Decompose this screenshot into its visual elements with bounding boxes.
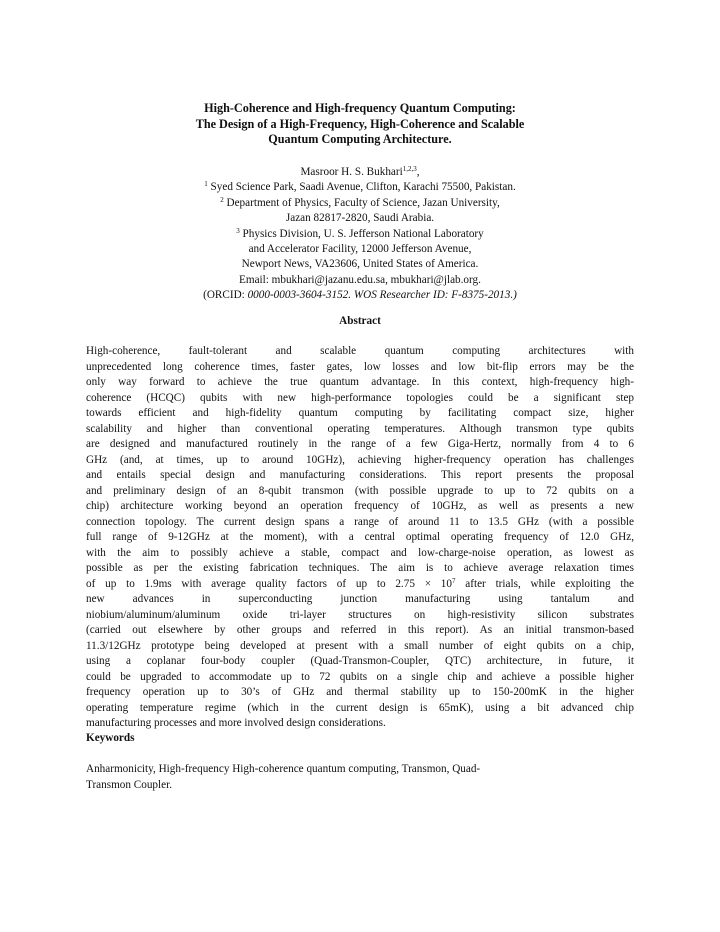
abstract-line: only way forward to achieve the true quantum advantage. In this context, high-frequency high- (86, 376, 634, 388)
affiliation-3-cont: Newport News, VA23606, United States of America. (241, 258, 479, 271)
author-block (90, 165, 630, 304)
abstract-line: could be upgraded to accommodate up to 72 qubits on a single chip and achieve a possible higher (86, 670, 634, 683)
abstract-line: and entails special design and manufacturing considerations. This report presents the proposal (86, 469, 634, 481)
affiliation-text: Department of Physics, Faculty of Science, Jazan University, (226, 196, 500, 209)
affiliation-3-cont: and Accelerator Facility, 12000 Jefferson Avenue, (248, 243, 472, 256)
abstract-line: and preliminary design of an 8-qubit transmon (with possible upgrade to up to 72 qubits on a (86, 484, 634, 497)
title-line: The Design of a High-Frequency, High-Coherence and Scalable (195, 116, 525, 131)
abstract-line: towards efficient and high-fidelity quantum computing by facilitating compact size, higher (86, 407, 634, 419)
keywords-body (86, 762, 634, 793)
abstract-line: (carried out elsewhere by other groups and referred in this report). As an initial transmon-based (86, 624, 634, 636)
affiliation-mark: 3 (236, 226, 240, 235)
affiliation-mark: 1 (204, 180, 208, 189)
title-line: High-Coherence and High-frequency Quantum Computing: (204, 101, 516, 115)
keywords-line: Anharmonicity, High-frequency High-coherence quantum computing, Transmon, Quad- (86, 763, 481, 775)
orcid-prefix: (ORCID: (203, 289, 248, 302)
keywords-line: Transmon Coupler. (86, 778, 172, 791)
abstract-line: GHz (and, at times, up to around 10GHz), achieving higher-frequency operation has challenges (86, 453, 634, 466)
abstract-line: High-coherence, fault-tolerant and scalable quantum computing architectures with (86, 345, 634, 357)
email-line: Email: mbukhari@jazanu.edu.sa, mbukhari@jlab.org. (239, 273, 481, 286)
author-affiliation-marks: 1,2,3 (402, 165, 417, 173)
affiliation-3 (90, 227, 630, 242)
affiliation-text: Syed Science Park, Saadi Avenue, Clifton, Karachi 75500, Pakistan. (210, 181, 516, 194)
abstract-line: full range of 9-12GHz at the moment), with a central optimal operating frequency of 12.0 GHz, (86, 531, 634, 543)
abstract-line: using a coplanar four-body coupler (Quad-Transmon-Coupler, QTC) architecture, in future, it (86, 655, 634, 667)
abstract-line: with the aim to possibly achieve a stable, compact and low-charge-noise operation, as lowest as (86, 546, 634, 559)
exponent: 7 (452, 576, 456, 585)
abstract-line: coherence (HCQC) qubits with new high-performance topologies could be a significant step (86, 391, 634, 404)
affiliation-2-cont: Jazan 82817-2820, Saudi Arabia. (285, 212, 435, 225)
abstract-line: new advances in superconducting junction manufacturing using tantalum and (86, 593, 634, 605)
abstract-line: operating temperature regime (which in the current design is 65mK), using a bit advanced chip (86, 701, 634, 714)
title-line: Quantum Computing Architecture. (268, 132, 452, 146)
author-suffix: , (416, 166, 420, 178)
abstract-body (86, 344, 634, 732)
abstract-line: connection topology. The current design spans a range of around 11 to 13.5 GHz (with a possible (86, 515, 634, 528)
affiliation-2 (90, 196, 630, 211)
abstract-line: are designed and manufactured routinely in the range of a few Giga-Hertz, normally from 4 to 6 (86, 438, 634, 450)
affiliation-text: Physics Division, U. S. Jefferson National Laboratory (242, 227, 484, 240)
abstract-line: scalability and higher than conventional operating temperatures. Although transmon type qubits (86, 422, 634, 435)
abstract-line: frequency operation up to 30’s of GHz and thermal stability up to 150-200mK in the higher (86, 686, 634, 698)
author-name: Masroor H. S. Bukhari (300, 166, 403, 178)
affiliation-1 (90, 180, 630, 195)
orcid-line (90, 288, 630, 303)
author-line (90, 165, 630, 180)
abstract-line: chip) architecture working beyond an operation frequency of 10GHz, as well as presents a new (86, 500, 634, 512)
keywords-heading: Keywords (86, 732, 135, 744)
paper-title (90, 101, 630, 148)
abstract-heading: Abstract (339, 315, 381, 327)
abstract-line: manufacturing processes and more involved design considerations. (86, 717, 386, 729)
abstract-line: possible as per the existing fabrication techniques. The aim is to achieve average relaxation times (86, 562, 634, 574)
abstract-line: unprecedented long coherence times, faster gates, low losses and low bit-flip errors may be the (86, 360, 634, 373)
abstract-line: 11.3/12GHz prototype being developed at present with a small number of eight qubits on a chip, (86, 639, 634, 652)
abstract-line: niobium/aluminum/aluminum oxide tri-layer structures on high-resistivity silicon substrates (86, 608, 634, 621)
abstract-line (86, 577, 634, 593)
abstract-text: after trials, while exploiting the (455, 577, 635, 590)
affiliation-mark: 2 (220, 195, 224, 204)
abstract-text: of up to 1.9ms with average quality factors of up to 2.75 × 10 (86, 577, 452, 590)
orcid-ids: 0000-0003-3604-3152. WOS Researcher ID: F-8375-2013.) (247, 289, 517, 302)
